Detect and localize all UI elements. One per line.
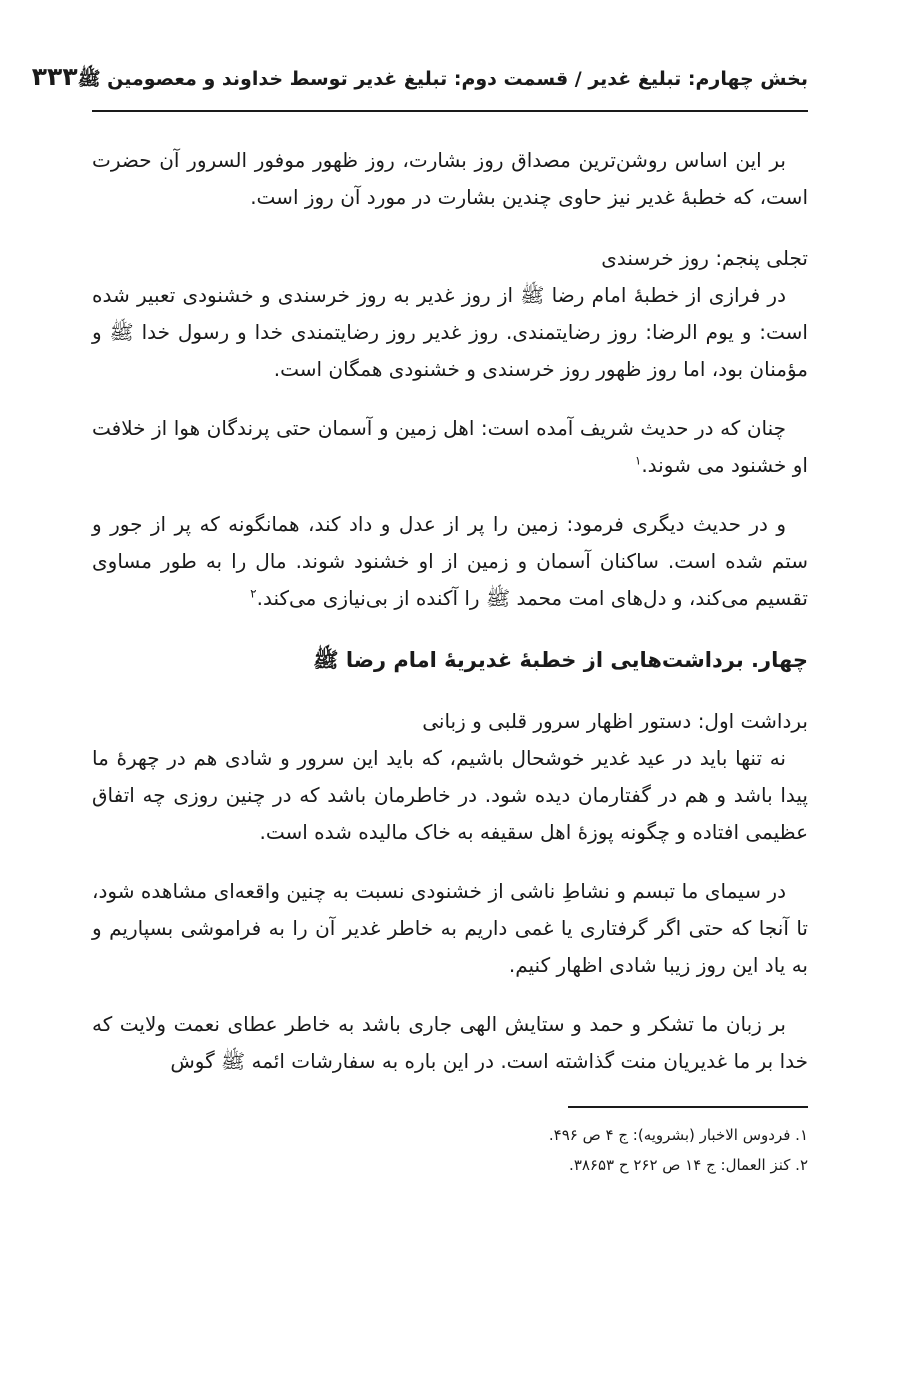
- footnotes: [92, 1120, 808, 1180]
- paragraph-day-of-glad-tidings: بر این اساس روشن‌ترین مصداق روز بشارت، روز ظهور موفور السرور آن حضرت است، که خطبهٔ غدیر نیز حاوی چندین بشارت در مورد آن روز است.: [92, 148, 808, 209]
- footnote-2: ۲. کنز العمال: ج ۱۴ ص ۲۶۲ ح ۳۸۶۵۳.: [569, 1156, 808, 1174]
- paragraph-gratitude: بر زبان ما تشکر و حمد و ستایش الهی جاری باشد به خاطر عطای نعمت ولایت که خدا بر ما غدیریان منت گذاشته است. در این باره به سفارشات ائمه ﷺ گوش: [92, 1012, 808, 1073]
- running-header: [31, 62, 808, 112]
- paragraph-hadith-2-text: و در حدیث دیگری فرمود: زمین را پر از عدل و داد کند، همانگونه که پر از جور و ستم شده است. ساکنان آسمان و زمین از او خشنود شوند. مال را به طور مساوی تقسیم می‌کند، و دل‌های امت محمد ﷺ را آکنده از بی‌نیازی می‌کند.: [92, 512, 808, 610]
- body-text: [92, 142, 808, 1080]
- paragraph-hadith-2: [92, 506, 808, 617]
- book-page: [31, 62, 808, 1180]
- footnote-separator: [568, 1106, 808, 1108]
- paragraph-hadith-1: [92, 410, 808, 484]
- paragraph-show-joy: نه تنها باید در عید غدیر خوشحال باشیم، که باید این سرور و شادی هم در چهرهٔ ما پیدا باشد و هم در گفتارمان دیده شود. در خاطرمان باشد که در چنین روزی چه اتفاق عظیمی افتاده و چگونه پوزهٔ اهل سقیفه به خاک مالیده شده است.: [92, 746, 808, 844]
- subheading-first-lesson: برداشت اول: دستور اظهار سرور قلبی و زبانی: [422, 709, 808, 733]
- section-heading-four: چهار. برداشت‌هایی از خطبهٔ غدیریهٔ امام رضا ﷺ: [313, 648, 808, 672]
- footnote-1: ۱. فردوس الاخبار (بشرویه): ج ۴ ص ۴۹۶.: [548, 1126, 808, 1144]
- paragraph-hadith-1-text: چنان که در حدیث شریف آمده است: اهل زمین و آسمان حتی پرندگان هوا از خلافت او خشنود می شوند.: [92, 416, 808, 477]
- footnote-marker-1[interactable]: ۱: [634, 453, 642, 468]
- footnote-marker-2[interactable]: ۲: [250, 586, 257, 601]
- paragraph-smile-and-cheer: در سیمای ما تبسم و نشاطِ ناشی از خشنودی نسبت به چنین واقعه‌ای مشاهده شود، تا آنجا که حتی اگر گرفتاری یا غمی داریم به خاطر غدیر آن را به فراموشی بسپاریم و به یاد این روز زیبا شادی اظهار کنیم.: [92, 879, 808, 977]
- page-number: ۳۳۳: [31, 62, 78, 91]
- subheading-fifth-manifestation: تجلی پنجم: روز خرسندی: [601, 246, 808, 270]
- paragraph-day-of-contentment: در فرازی از خطبهٔ امام رضا ﷺ از روز غدیر به روز خرسندی و خشنودی تعبیر شده است: و یوم الرضا: روز رضایتمندی. روز غدیر روز رضایتمندی خدا و رسول خدا ﷺ و مؤمنان بود، اما روز ظهور روز خرسندی و خشنودی همگان است.: [92, 283, 808, 381]
- running-title: بخش چهارم: تبلیغ غدیر / قسمت دوم: تبلیغ غدیر توسط خداوند و معصومین ﷺ: [77, 68, 808, 90]
